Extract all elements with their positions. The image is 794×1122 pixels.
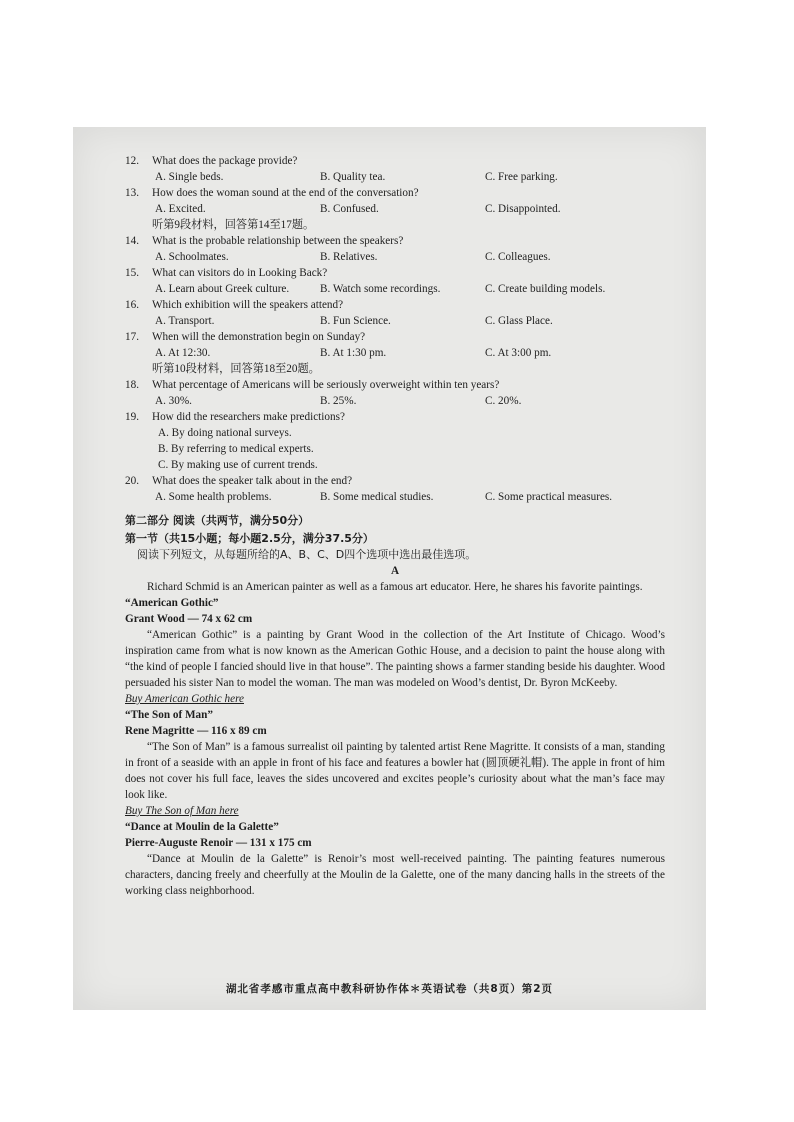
- question-text: What is the probable relationship between the speakers?: [152, 235, 404, 247]
- question-text: What can visitors do in Looking Back?: [152, 267, 328, 279]
- painting-artist: Pierre-Auguste Renoir — 131 x 175 cm: [125, 837, 312, 849]
- option-b: B. At 1:30 pm.: [320, 347, 387, 359]
- reading-instruction: 阅读下列短文，从每题所给的A、B、C、D四个选项中选出最佳选项。: [137, 548, 477, 561]
- option-a: A. Excited.: [155, 203, 206, 215]
- option-a: A. At 12:30.: [155, 347, 211, 359]
- option-c: C. Create building models.: [485, 283, 606, 295]
- question-text: How does the woman sound at the end of the conversation?: [152, 187, 419, 199]
- option-c: C. Glass Place.: [485, 315, 553, 327]
- page-content: [125, 153, 665, 899]
- question-number: 20.: [125, 475, 139, 487]
- question-number: 15.: [125, 267, 139, 279]
- question-number: 19.: [125, 411, 139, 423]
- question-text: What does the speaker talk about in the end?: [152, 475, 353, 487]
- question-12: [125, 153, 665, 185]
- option-a: A. Some health problems.: [155, 491, 272, 503]
- painting-description: “Dance at Moulin de la Galette” is Renoir’s most well-received painting. The painting features numerous characters, dancing freely and cheerfully at the Moulin de la Galette, one of the many dancing halls in the streets of the working class neighborhood.: [125, 853, 665, 897]
- question-17: [125, 329, 665, 361]
- question-13: [125, 185, 665, 217]
- section-one-heading: 第一节（共15小题；每小题2.5分，满分37.5分）: [125, 532, 374, 545]
- option-b: B. 25%.: [320, 395, 357, 407]
- question-number: 16.: [125, 299, 139, 311]
- question-number: 14.: [125, 235, 139, 247]
- painting-artist: Grant Wood — 74 x 62 cm: [125, 613, 253, 625]
- question-20: [125, 473, 665, 505]
- option-a: A. 30%.: [155, 395, 192, 407]
- option-a: A. Transport.: [155, 315, 215, 327]
- question-number: 17.: [125, 331, 139, 343]
- exam-page: [73, 127, 706, 1010]
- option-c: C. 20%.: [485, 395, 522, 407]
- option-b: B. Some medical studies.: [320, 491, 434, 503]
- question-18: [125, 377, 665, 409]
- question-text: What does the package provide?: [152, 155, 298, 167]
- question-text: What percentage of Americans will be seriously overweight within ten years?: [152, 379, 500, 391]
- question-text: Which exhibition will the speakers attend?: [152, 299, 344, 311]
- page-footer: 湖北省孝感市重点高中教科研协作体＊英语试卷（共8页）第2页: [225, 983, 554, 995]
- painting-description: “The Son of Man” is a famous surrealist oil painting by talented artist Rene Magritte. It consists of a man, standing in front of a seaside with an apple in front of his face and features a bowler hat (圆顶硬礼帽). The apple in front of him does not cover his full face, leaves the sides uncovered and excites people’s curiosity about what the man’s face may look like.: [125, 741, 665, 801]
- buy-link: Buy The Son of Man here: [125, 805, 239, 817]
- question-number: 18.: [125, 379, 139, 391]
- question-16: [125, 297, 665, 329]
- option-b: B. Confused.: [320, 203, 379, 215]
- option-b: B. Fun Science.: [320, 315, 391, 327]
- question-number: 13.: [125, 187, 139, 199]
- option-c: C. At 3:00 pm.: [485, 347, 552, 359]
- option-b: B. Relatives.: [320, 251, 378, 263]
- passage-intro: Richard Schmid is an American painter as well as a famous art educator. Here, he shares his favorite paintings.: [147, 581, 643, 593]
- painting-title: “The Son of Man”: [125, 709, 213, 721]
- question-15: [125, 265, 665, 297]
- option-a: A. Learn about Greek culture.: [155, 283, 290, 295]
- option-a: A. Single beds.: [155, 171, 224, 183]
- option-c: C. By making use of current trends.: [158, 459, 318, 471]
- option-b: B. By referring to medical experts.: [158, 443, 314, 455]
- option-c: C. Free parking.: [485, 171, 558, 183]
- question-number: 12.: [125, 155, 139, 167]
- painting-title: “American Gothic”: [125, 597, 219, 609]
- option-b: B. Watch some recordings.: [320, 283, 441, 295]
- option-a: A. By doing national surveys.: [158, 427, 292, 439]
- option-c: C. Some practical measures.: [485, 491, 613, 503]
- passage-label: A: [390, 565, 400, 577]
- option-c: C. Disappointed.: [485, 203, 561, 215]
- listening-note-9: 听第9段材料，回答第14至17题。: [152, 219, 315, 231]
- painting-artist: Rene Magritte — 116 x 89 cm: [125, 725, 267, 737]
- painting-title: “Dance at Moulin de la Galette”: [125, 821, 279, 833]
- listening-note-10: 听第10段材料，回答第18至20题。: [152, 363, 320, 375]
- question-text: How did the researchers make predictions?: [152, 411, 345, 423]
- painting-description: “American Gothic” is a painting by Grant Wood in the collection of the Art Institute of Chicago. Wood’s inspiration came from what is now known as the American Gothic House, and a decision to paint the house along with “the kind of people I fancied should live in that house”. The painting shows a farmer standing beside his daughter. Wood persuaded his sister Nan to model the woman. The man was modeled on Wood’s dentist, Dr. Byron McKeeby.: [125, 629, 665, 689]
- question-text: When will the demonstration begin on Sunday?: [152, 331, 366, 343]
- buy-link: Buy American Gothic here: [125, 693, 244, 705]
- question-14: [125, 233, 665, 265]
- option-a: A. Schoolmates.: [155, 251, 229, 263]
- option-c: C. Colleagues.: [485, 251, 551, 263]
- option-b: B. Quality tea.: [320, 171, 386, 183]
- part-two-heading: 第二部分 阅读（共两节，满分50分）: [125, 514, 310, 527]
- question-19: [125, 409, 665, 473]
